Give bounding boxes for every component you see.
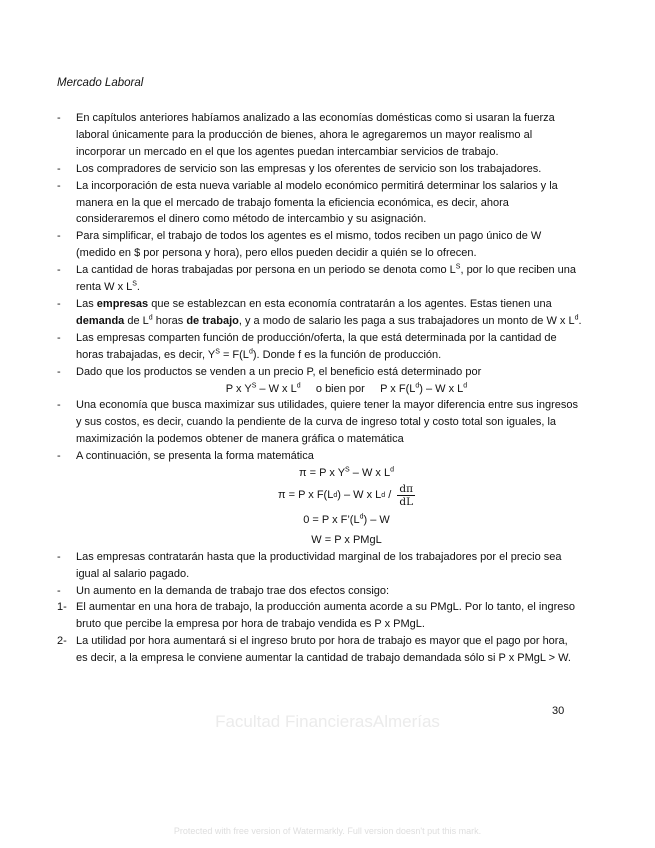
text-line: laboral únicamente para la producción de bienes, ahora le agregaremos un mayor realismo al [76, 128, 533, 141]
text-line: La cantidad de horas trabajadas por persona en un periodo se denota como $L^S$, por lo que reciben una [76, 263, 577, 277]
list-item [57, 364, 617, 398]
bullet: - [57, 550, 61, 563]
list-item [57, 161, 617, 178]
text-line: El aumentar en una hora de trabajo, la producción aumenta acorde a su PMgL. Por lo tanto, el ingreso [76, 601, 575, 614]
list-item [57, 549, 617, 583]
bullet: - [57, 399, 61, 412]
text-line: La incorporación de esta nueva variable al modelo económico permitirá determinar los salarios y la [76, 179, 558, 192]
text-line: renta W x $L^S$. [76, 280, 140, 294]
text-line: Los compradores de servicio son las empresas y los oferentes de servicio son los trabajadores. [76, 162, 542, 175]
bullet: - [57, 297, 61, 310]
bullet: - [57, 264, 61, 277]
text-line: incorporar un mercado en el que los agentes puedan intercambiar servicios de trabajo. [76, 145, 499, 158]
list-item [57, 296, 617, 330]
list-item [57, 178, 617, 229]
text-line: igual al salario pagado. [76, 567, 190, 580]
bullet: 2- [57, 635, 67, 648]
list-item [57, 397, 617, 448]
bullet: - [57, 331, 61, 344]
list-item [57, 330, 617, 364]
text-line: Las empresas que se establezcan en esta economía contratarán a los agentes. Estas tienen una [76, 297, 552, 310]
text-line: demanda de $L^d$ horas de trabajo, y a modo de salario les paga a sus trabajadores un monto de W x $L^d$. [76, 314, 582, 327]
bullet: - [57, 584, 61, 597]
list-item [57, 599, 617, 633]
bullet: 1- [57, 601, 67, 614]
equation-4: W = P x PMgL [311, 533, 382, 546]
list-item [57, 633, 617, 667]
bullet: - [57, 450, 61, 463]
section-title: Mercado Laboral [57, 77, 144, 89]
text-line: manera en la que el mercado de trabajo fomenta la eficiencia económica, es decir, ahora [76, 196, 509, 209]
equation-3: 0 = P x $F’(L^d)$ – W [303, 513, 390, 526]
text-line: Un aumento en la demanda de trabajo trae dos efectos consigo: [76, 584, 390, 597]
text-line: maximización la podemos obtener de manera gráfica o matemática [76, 433, 404, 446]
text-line: bruto que percibe la empresa por hora de trabajo vendida es P x PMgL. [76, 618, 425, 631]
list-item [57, 448, 617, 549]
bullet: - [57, 230, 61, 243]
text-line: Dado que los productos se venden a un precio P, el beneficio está determinado por [76, 365, 482, 378]
bullet: - [57, 365, 61, 378]
bullet: - [57, 162, 61, 175]
equation-1: π = P x $Y^S$ – W x $L^d$ [299, 466, 394, 480]
list-item [57, 583, 617, 600]
text-line: Las empresas comparten función de producción/oferta, la que está determinada por la cantidad de [76, 331, 557, 344]
list-item [57, 262, 617, 296]
bullet: - [57, 112, 61, 124]
text-line: (medido en $ por persona y hora), pero ellos pueden decidir a quién se lo ofrecen. [76, 247, 477, 260]
text-line: En capítulos anteriores habíamos analizado a las economías domésticas como si usaran la fuerza [76, 112, 555, 124]
document-body [57, 110, 617, 667]
formula-line: P x $Y^S$ – W x $L^d$ o bien por P x $F(L^d)$ – W x $L^d$ [225, 381, 468, 395]
list-item [57, 110, 617, 161]
list-item [57, 228, 617, 262]
text-line: La utilidad por hora aumentará si el ingreso bruto por hora de trabajo es mayor que el pago por hora, [76, 635, 568, 648]
text-line: Las empresas contratarán hasta que la productividad marginal de los trabajadores por el precio sea [76, 550, 562, 563]
text-line: Para simplificar, el trabajo de todos los agentes es el mismo, todos reciben un pago único de W [76, 230, 542, 243]
bullet: - [57, 179, 61, 192]
text-line: es decir, a la empresa le conviene aumentar la cantidad de trabajo demandada sólo si P x PMgL > W. [76, 652, 571, 665]
text-line: horas trabajadas, es decir, $Y^S = F(L^d)$. Donde f es la función de producción. [76, 348, 442, 361]
text-line: A continuación, se presenta la forma matemática [76, 450, 314, 463]
text-line: consideraremos el dinero como método de intercambio y su asignación. [76, 213, 427, 226]
watermark-footer: Protected with free version of Watermarkly. Full version doesn't put this mark. [173, 826, 482, 836]
page-number: 30 [552, 705, 565, 717]
text-line: Una economía que busca maximizar sus utilidades, quiere tener la mayor diferencia entre sus ingresos [76, 399, 578, 412]
derivative-fraction: $\frac{d\pi}{dL}$ [399, 483, 414, 509]
text-line: y sus costos, es decir, cuando la pendiente de la curva de ingreso total y costo total son iguales, la [76, 416, 557, 429]
equation-2: π = P x F(L d ) – W x L d / $\frac{d\pi}{dL}$ [277, 483, 414, 509]
watermark-center: Facultad FinancierasAlmerías [215, 712, 440, 731]
